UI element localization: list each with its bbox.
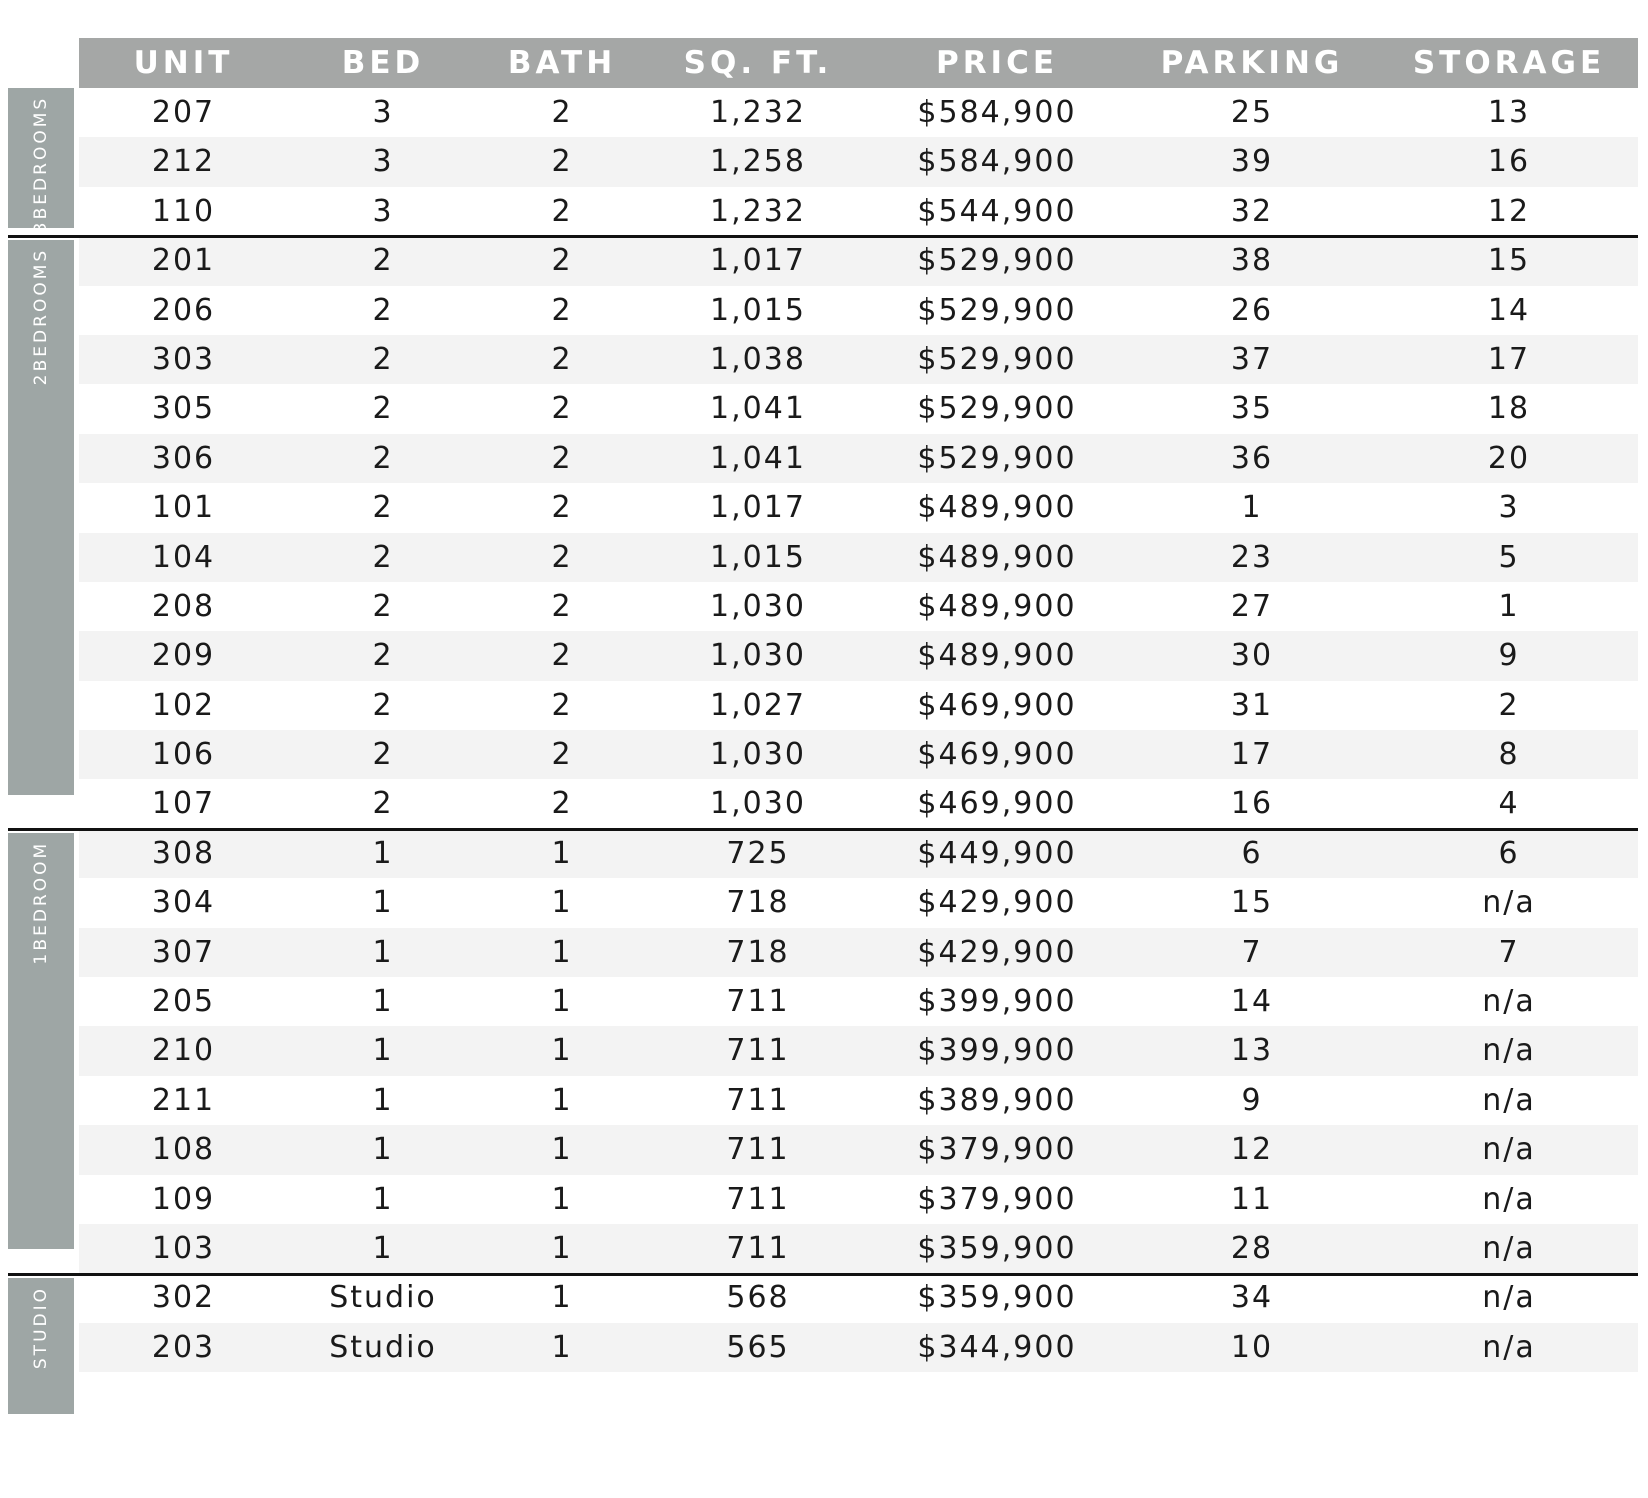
table-row [79, 928, 1638, 977]
cell-unit: 101 [151, 490, 216, 526]
cell-storage: n/a [1482, 1082, 1536, 1118]
cell-parking: 26 [1230, 292, 1274, 328]
cell-sq-ft: 1,232 [710, 193, 806, 229]
group-label-box [8, 1278, 74, 1414]
table-row [79, 286, 1638, 335]
cell-sq-ft: 718 [726, 934, 790, 970]
table-body [79, 88, 1638, 1372]
cell-price: $584,900 [917, 144, 1077, 180]
cell-unit: 110 [151, 193, 216, 229]
table-row [79, 1125, 1638, 1174]
cell-parking: 36 [1230, 440, 1274, 476]
cell-storage: n/a [1482, 1033, 1536, 1069]
cell-sq-ft: 1,030 [710, 786, 806, 822]
cell-price: $584,900 [917, 95, 1077, 130]
cell-sq-ft: 1,030 [710, 588, 806, 624]
table-row [79, 1175, 1638, 1224]
cell-bath: 2 [551, 440, 573, 476]
cell-bath: 2 [551, 193, 573, 229]
cell-price: $489,900 [917, 490, 1077, 526]
cell-sq-ft: 711 [726, 1132, 790, 1168]
cell-storage: 20 [1487, 440, 1531, 476]
cell-storage: 16 [1487, 144, 1531, 180]
cell-price: $529,900 [917, 391, 1077, 427]
cell-bath: 2 [551, 391, 573, 427]
cell-bath: 1 [551, 934, 573, 970]
cell-parking: 39 [1230, 144, 1274, 180]
table-row [79, 88, 1638, 137]
cell-bed: 2 [372, 539, 394, 575]
table-row [79, 533, 1638, 582]
table-row [79, 1026, 1638, 1075]
cell-parking: 11 [1230, 1181, 1274, 1217]
cell-bed: 2 [372, 341, 394, 377]
group-label [8, 1286, 74, 1369]
cell-parking: 37 [1230, 341, 1274, 377]
group-count: 1 [31, 950, 51, 965]
cell-bed: 2 [372, 391, 394, 427]
group-label-box [8, 240, 74, 795]
cell-price: $399,900 [917, 984, 1077, 1020]
cell-parking: 38 [1230, 243, 1274, 279]
table-row [79, 335, 1638, 384]
cell-bath: 1 [551, 1132, 573, 1168]
cell-bath: 2 [551, 490, 573, 526]
cell-parking: 14 [1230, 984, 1274, 1020]
cell-bath: 2 [551, 588, 573, 624]
cell-price: $489,900 [917, 539, 1077, 575]
cell-storage: 9 [1498, 638, 1520, 674]
cell-bath: 2 [551, 341, 573, 377]
cell-sq-ft: 1,038 [710, 341, 806, 377]
cell-sq-ft: 1,030 [710, 737, 806, 773]
cell-parking: 15 [1230, 885, 1274, 921]
cell-unit: 211 [151, 1082, 216, 1118]
cell-bath: 1 [551, 984, 573, 1020]
cell-parking: 9 [1241, 1082, 1263, 1118]
cell-bath: 1 [551, 1280, 573, 1316]
group-divider [8, 235, 1638, 238]
cell-price: $429,900 [917, 934, 1077, 970]
cell-storage: 6 [1498, 835, 1520, 871]
cell-bath: 1 [551, 1329, 573, 1365]
group-divider [8, 1273, 1638, 1276]
cell-storage: 2 [1498, 687, 1520, 723]
cell-price: $379,900 [917, 1132, 1077, 1168]
cell-sq-ft: 565 [726, 1329, 790, 1365]
cell-storage: 15 [1487, 243, 1531, 279]
cell-parking: 6 [1241, 835, 1263, 871]
cell-unit: 203 [151, 1329, 216, 1365]
cell-parking: 30 [1230, 638, 1274, 674]
cell-storage: n/a [1482, 1329, 1536, 1365]
cell-bath: 2 [551, 292, 573, 328]
cell-sq-ft: 1,232 [710, 95, 806, 130]
cell-bath: 1 [551, 1230, 573, 1266]
group-label-box [8, 833, 74, 1249]
cell-bed: 2 [372, 687, 394, 723]
cell-unit: 209 [151, 638, 216, 674]
cell-parking: 16 [1230, 786, 1274, 822]
cell-bed: 2 [372, 638, 394, 674]
cell-storage: 13 [1487, 95, 1531, 130]
cell-sq-ft: 711 [726, 984, 790, 1020]
cell-parking: 12 [1230, 1132, 1274, 1168]
cell-price: $429,900 [917, 885, 1077, 921]
header-bath: BATH [507, 45, 617, 81]
header-parking: PARKING [1160, 45, 1344, 81]
cell-unit: 304 [151, 885, 216, 921]
cell-storage: 17 [1487, 341, 1531, 377]
cell-unit: 107 [151, 786, 216, 822]
cell-bed: 2 [372, 243, 394, 279]
cell-parking: 25 [1230, 95, 1274, 130]
cell-bath: 2 [551, 243, 573, 279]
cell-price: $469,900 [917, 687, 1077, 723]
table-row [79, 236, 1638, 285]
cell-bed: Studio [329, 1329, 437, 1365]
table-row [79, 1323, 1638, 1372]
header-price: PRICE [935, 45, 1059, 81]
cell-bath: 2 [551, 95, 573, 130]
cell-bed: 1 [372, 835, 394, 871]
header-sq-ft: SQ. FT. [683, 45, 833, 81]
cell-bed: 1 [372, 1082, 394, 1118]
cell-bath: 2 [551, 737, 573, 773]
cell-unit: 303 [151, 341, 216, 377]
cell-parking: 35 [1230, 391, 1274, 427]
cell-unit: 104 [151, 539, 216, 575]
cell-price: $544,900 [917, 193, 1077, 229]
cell-parking: 28 [1230, 1230, 1274, 1266]
cell-storage: n/a [1482, 1132, 1536, 1168]
table-row [79, 1224, 1638, 1273]
cell-unit: 302 [151, 1280, 216, 1316]
cell-bath: 1 [551, 835, 573, 871]
cell-bath: 2 [551, 144, 573, 180]
cell-unit: 307 [151, 934, 216, 970]
group-name: BEDROOMS [31, 248, 51, 372]
cell-bed: 1 [372, 1181, 394, 1217]
cell-bath: 2 [551, 786, 573, 822]
group-label [8, 841, 74, 965]
cell-price: $489,900 [917, 588, 1077, 624]
table-row [79, 878, 1638, 927]
cell-unit: 212 [151, 144, 216, 180]
cell-unit: 210 [151, 1033, 216, 1069]
cell-price: $359,900 [917, 1280, 1077, 1316]
cell-sq-ft: 1,027 [710, 687, 806, 723]
cell-sq-ft: 711 [726, 1033, 790, 1069]
cell-parking: 7 [1241, 934, 1263, 970]
cell-price: $449,900 [917, 835, 1077, 871]
cell-bed: 2 [372, 588, 394, 624]
cell-unit: 206 [151, 292, 216, 328]
table-row [79, 681, 1638, 730]
table-row [79, 977, 1638, 1026]
cell-storage: 4 [1498, 786, 1520, 822]
cell-price: $489,900 [917, 638, 1077, 674]
cell-sq-ft: 711 [726, 1181, 790, 1217]
group-name: BEDROOM [31, 841, 51, 951]
group-label-box [8, 88, 74, 234]
cell-storage: n/a [1482, 1230, 1536, 1266]
cell-bath: 1 [551, 1181, 573, 1217]
group-count: 2 [31, 371, 51, 386]
group-label [8, 248, 74, 385]
cell-sq-ft: 725 [726, 835, 790, 871]
header-storage: STORAGE [1412, 45, 1606, 81]
cell-bed: 2 [372, 292, 394, 328]
cell-storage: n/a [1482, 1181, 1536, 1217]
cell-unit: 305 [151, 391, 216, 427]
cell-unit: 201 [151, 243, 216, 279]
cell-unit: 103 [151, 1230, 216, 1266]
cell-price: $344,900 [917, 1329, 1077, 1365]
cell-unit: 208 [151, 588, 216, 624]
cell-storage: 8 [1498, 737, 1520, 773]
cell-bed: 1 [372, 934, 394, 970]
cell-parking: 1 [1241, 490, 1263, 526]
cell-storage: n/a [1482, 984, 1536, 1020]
cell-price: $379,900 [917, 1181, 1077, 1217]
cell-unit: 108 [151, 1132, 216, 1168]
cell-bed: 2 [372, 737, 394, 773]
cell-unit: 306 [151, 440, 216, 476]
cell-unit: 207 [151, 95, 216, 130]
table-row [79, 1273, 1638, 1322]
group-divider [8, 828, 1638, 831]
cell-parking: 23 [1230, 539, 1274, 575]
cell-parking: 34 [1230, 1280, 1274, 1316]
cell-sq-ft: 711 [726, 1082, 790, 1118]
cell-parking: 13 [1230, 1033, 1274, 1069]
table-row [79, 384, 1638, 433]
cell-parking: 10 [1230, 1329, 1274, 1365]
table-row [79, 483, 1638, 532]
cell-price: $469,900 [917, 786, 1077, 822]
table-row [79, 187, 1638, 236]
cell-sq-ft: 718 [726, 885, 790, 921]
cell-parking: 17 [1230, 737, 1274, 773]
cell-bath: 2 [551, 638, 573, 674]
cell-sq-ft: 711 [726, 1230, 790, 1266]
cell-bath: 2 [551, 687, 573, 723]
cell-bed: 2 [372, 786, 394, 822]
cell-parking: 27 [1230, 588, 1274, 624]
table-row [79, 582, 1638, 631]
cell-sq-ft: 1,015 [710, 292, 806, 328]
cell-price: $529,900 [917, 440, 1077, 476]
group-count: 3 [31, 219, 51, 234]
table-row [79, 779, 1638, 828]
cell-price: $529,900 [917, 243, 1077, 279]
cell-storage: 18 [1487, 391, 1531, 427]
cell-storage: n/a [1482, 885, 1536, 921]
cell-bath: 1 [551, 1033, 573, 1069]
cell-unit: 308 [151, 835, 216, 871]
table-row [79, 829, 1638, 878]
cell-parking: 32 [1230, 193, 1274, 229]
group-label [8, 96, 74, 233]
cell-sq-ft: 568 [726, 1280, 790, 1316]
cell-bed: 1 [372, 984, 394, 1020]
cell-bed: 1 [372, 1132, 394, 1168]
cell-storage: 14 [1487, 292, 1531, 328]
table-row [79, 434, 1638, 483]
cell-sq-ft: 1,017 [710, 490, 806, 526]
cell-sq-ft: 1,017 [710, 243, 806, 279]
table-header [79, 38, 1638, 88]
cell-bed: 2 [372, 440, 394, 476]
cell-bed: 1 [372, 1230, 394, 1266]
cell-storage: 7 [1498, 934, 1520, 970]
cell-price: $389,900 [917, 1082, 1077, 1118]
cell-price: $399,900 [917, 1033, 1077, 1069]
cell-bed: 1 [372, 885, 394, 921]
cell-bed: 3 [372, 95, 394, 130]
cell-price: $529,900 [917, 292, 1077, 328]
header-bed: BED [341, 45, 425, 81]
cell-bed: Studio [329, 1280, 437, 1316]
cell-sq-ft: 1,041 [710, 391, 806, 427]
header-unit: UNIT [133, 45, 234, 81]
cell-sq-ft: 1,041 [710, 440, 806, 476]
cell-storage: 5 [1498, 539, 1520, 575]
cell-sq-ft: 1,030 [710, 638, 806, 674]
cell-unit: 205 [151, 984, 216, 1020]
cell-parking: 31 [1230, 687, 1274, 723]
cell-bath: 1 [551, 1082, 573, 1118]
cell-price: $469,900 [917, 737, 1077, 773]
cell-price: $529,900 [917, 341, 1077, 377]
cell-unit: 106 [151, 737, 216, 773]
cell-bed: 3 [372, 144, 394, 180]
cell-bath: 2 [551, 539, 573, 575]
cell-bed: 2 [372, 490, 394, 526]
cell-bed: 3 [372, 193, 394, 229]
group-name: STUDIO [31, 1285, 51, 1369]
cell-storage: 12 [1487, 193, 1531, 229]
table-row [79, 137, 1638, 186]
table-row [79, 631, 1638, 680]
cell-unit: 102 [151, 687, 216, 723]
cell-bed: 1 [372, 1033, 394, 1069]
cell-bath: 1 [551, 885, 573, 921]
cell-sq-ft: 1,015 [710, 539, 806, 575]
cell-storage: n/a [1482, 1280, 1536, 1316]
cell-price: $359,900 [917, 1230, 1077, 1266]
cell-sq-ft: 1,258 [710, 144, 806, 180]
table-row [79, 730, 1638, 779]
cell-storage: 3 [1498, 490, 1520, 526]
cell-unit: 109 [151, 1181, 216, 1217]
table-row [79, 1076, 1638, 1125]
cell-storage: 1 [1498, 588, 1520, 624]
group-name: BEDROOMS [31, 96, 51, 220]
